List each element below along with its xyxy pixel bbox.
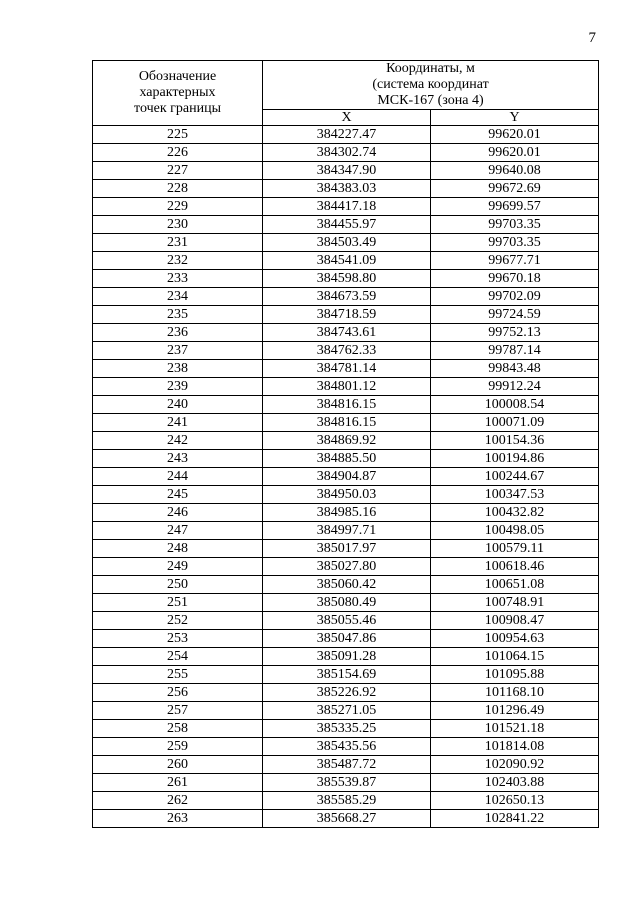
point-id-cell: 235 bbox=[93, 306, 263, 324]
point-id-cell: 262 bbox=[93, 792, 263, 810]
x-coordinate-cell: 384718.59 bbox=[263, 306, 431, 324]
y-coordinate-cell: 99699.57 bbox=[431, 198, 599, 216]
x-column-header: X bbox=[263, 110, 431, 126]
table-row bbox=[93, 666, 599, 684]
x-coordinate-cell: 384227.47 bbox=[263, 126, 431, 144]
table-row bbox=[93, 630, 599, 648]
point-id-cell: 251 bbox=[93, 594, 263, 612]
point-id-cell: 238 bbox=[93, 360, 263, 378]
header-row bbox=[93, 61, 599, 110]
table-row bbox=[93, 504, 599, 522]
x-coordinate-cell: 385335.25 bbox=[263, 720, 431, 738]
x-coordinate-cell: 384997.71 bbox=[263, 522, 431, 540]
coords-group-header bbox=[263, 61, 599, 110]
y-coordinate-cell: 100154.36 bbox=[431, 432, 599, 450]
x-coordinate-cell: 384869.92 bbox=[263, 432, 431, 450]
x-coordinate-cell: 385017.97 bbox=[263, 540, 431, 558]
point-id-cell: 229 bbox=[93, 198, 263, 216]
point-id-cell: 248 bbox=[93, 540, 263, 558]
table-row bbox=[93, 738, 599, 756]
y-coordinate-cell: 102650.13 bbox=[431, 792, 599, 810]
coords-title-line-1: Координаты, м bbox=[386, 61, 475, 76]
table-row bbox=[93, 234, 599, 252]
y-coordinate-cell: 99843.48 bbox=[431, 360, 599, 378]
point-label-line-3: точек границы bbox=[134, 101, 221, 116]
table-row bbox=[93, 540, 599, 558]
y-coordinate-cell: 99640.08 bbox=[431, 162, 599, 180]
x-coordinate-cell: 384885.50 bbox=[263, 450, 431, 468]
point-id-cell: 242 bbox=[93, 432, 263, 450]
point-id-cell: 245 bbox=[93, 486, 263, 504]
table-row bbox=[93, 810, 599, 828]
y-coordinate-cell: 102090.92 bbox=[431, 756, 599, 774]
point-id-cell: 259 bbox=[93, 738, 263, 756]
y-coordinate-cell: 100651.08 bbox=[431, 576, 599, 594]
point-id-cell: 247 bbox=[93, 522, 263, 540]
y-coordinate-cell: 100194.86 bbox=[431, 450, 599, 468]
point-id-cell: 258 bbox=[93, 720, 263, 738]
point-id-cell: 246 bbox=[93, 504, 263, 522]
x-coordinate-cell: 385487.72 bbox=[263, 756, 431, 774]
table-row bbox=[93, 648, 599, 666]
point-id-cell: 228 bbox=[93, 180, 263, 198]
x-coordinate-cell: 384985.16 bbox=[263, 504, 431, 522]
y-coordinate-cell: 100579.11 bbox=[431, 540, 599, 558]
point-id-cell: 230 bbox=[93, 216, 263, 234]
y-coordinate-cell: 99620.01 bbox=[431, 144, 599, 162]
table-row bbox=[93, 468, 599, 486]
point-id-cell: 244 bbox=[93, 468, 263, 486]
coords-title-line-2: (система координат bbox=[372, 77, 489, 92]
table-row bbox=[93, 558, 599, 576]
x-coordinate-cell: 385154.69 bbox=[263, 666, 431, 684]
table-row bbox=[93, 774, 599, 792]
y-coordinate-cell: 99724.59 bbox=[431, 306, 599, 324]
y-coordinate-cell: 100244.67 bbox=[431, 468, 599, 486]
y-coordinate-cell: 102403.88 bbox=[431, 774, 599, 792]
table-row bbox=[93, 252, 599, 270]
point-id-cell: 239 bbox=[93, 378, 263, 396]
table-row bbox=[93, 144, 599, 162]
x-coordinate-cell: 385668.27 bbox=[263, 810, 431, 828]
y-coordinate-cell: 100498.05 bbox=[431, 522, 599, 540]
point-id-cell: 249 bbox=[93, 558, 263, 576]
point-id-cell: 257 bbox=[93, 702, 263, 720]
table-row bbox=[93, 360, 599, 378]
x-coordinate-cell: 384743.61 bbox=[263, 324, 431, 342]
y-coordinate-cell: 99703.35 bbox=[431, 216, 599, 234]
y-coordinate-cell: 101064.15 bbox=[431, 648, 599, 666]
y-coordinate-cell: 99787.14 bbox=[431, 342, 599, 360]
page-number: 7 bbox=[588, 30, 596, 46]
point-id-cell: 241 bbox=[93, 414, 263, 432]
table-row bbox=[93, 342, 599, 360]
point-id-cell: 231 bbox=[93, 234, 263, 252]
table-row bbox=[93, 324, 599, 342]
x-coordinate-cell: 384598.80 bbox=[263, 270, 431, 288]
y-coordinate-cell: 101296.49 bbox=[431, 702, 599, 720]
table-row bbox=[93, 792, 599, 810]
table-row bbox=[93, 576, 599, 594]
point-id-cell: 227 bbox=[93, 162, 263, 180]
table-row bbox=[93, 612, 599, 630]
x-coordinate-cell: 385080.49 bbox=[263, 594, 431, 612]
x-coordinate-cell: 384503.49 bbox=[263, 234, 431, 252]
y-coordinate-cell: 101095.88 bbox=[431, 666, 599, 684]
table-row bbox=[93, 756, 599, 774]
x-coordinate-cell: 385047.86 bbox=[263, 630, 431, 648]
coordinates-table bbox=[92, 60, 599, 828]
point-id-cell: 232 bbox=[93, 252, 263, 270]
y-coordinate-cell: 100432.82 bbox=[431, 504, 599, 522]
table-body bbox=[93, 126, 599, 828]
y-coordinate-cell: 99677.71 bbox=[431, 252, 599, 270]
point-id-cell: 237 bbox=[93, 342, 263, 360]
x-coordinate-cell: 384762.33 bbox=[263, 342, 431, 360]
x-coordinate-cell: 385027.80 bbox=[263, 558, 431, 576]
point-id-cell: 234 bbox=[93, 288, 263, 306]
point-id-cell: 226 bbox=[93, 144, 263, 162]
x-coordinate-cell: 384455.97 bbox=[263, 216, 431, 234]
y-coordinate-cell: 99702.09 bbox=[431, 288, 599, 306]
point-id-cell: 261 bbox=[93, 774, 263, 792]
x-coordinate-cell: 384673.59 bbox=[263, 288, 431, 306]
x-coordinate-cell: 384801.12 bbox=[263, 378, 431, 396]
y-coordinate-cell: 100071.09 bbox=[431, 414, 599, 432]
point-id-cell: 236 bbox=[93, 324, 263, 342]
table-row bbox=[93, 702, 599, 720]
point-id-cell: 243 bbox=[93, 450, 263, 468]
table-row bbox=[93, 522, 599, 540]
y-coordinate-cell: 100954.63 bbox=[431, 630, 599, 648]
y-coordinate-cell: 99620.01 bbox=[431, 126, 599, 144]
table-row bbox=[93, 486, 599, 504]
table-row bbox=[93, 414, 599, 432]
y-coordinate-cell: 100347.53 bbox=[431, 486, 599, 504]
x-coordinate-cell: 384347.90 bbox=[263, 162, 431, 180]
x-coordinate-cell: 384302.74 bbox=[263, 144, 431, 162]
table-row bbox=[93, 378, 599, 396]
point-id-cell: 250 bbox=[93, 576, 263, 594]
y-coordinate-cell: 101168.10 bbox=[431, 684, 599, 702]
x-coordinate-cell: 384816.15 bbox=[263, 414, 431, 432]
y-coordinate-cell: 99912.24 bbox=[431, 378, 599, 396]
point-id-cell: 225 bbox=[93, 126, 263, 144]
table-row bbox=[93, 450, 599, 468]
y-coordinate-cell: 100908.47 bbox=[431, 612, 599, 630]
point-id-cell: 240 bbox=[93, 396, 263, 414]
x-coordinate-cell: 385060.42 bbox=[263, 576, 431, 594]
y-column-header: Y bbox=[431, 110, 599, 126]
x-coordinate-cell: 385271.05 bbox=[263, 702, 431, 720]
x-coordinate-cell: 384781.14 bbox=[263, 360, 431, 378]
table-row bbox=[93, 180, 599, 198]
y-coordinate-cell: 101521.18 bbox=[431, 720, 599, 738]
x-coordinate-cell: 385585.29 bbox=[263, 792, 431, 810]
table-row bbox=[93, 396, 599, 414]
point-id-cell: 254 bbox=[93, 648, 263, 666]
x-coordinate-cell: 384541.09 bbox=[263, 252, 431, 270]
y-coordinate-cell: 102841.22 bbox=[431, 810, 599, 828]
table-row bbox=[93, 198, 599, 216]
point-id-cell: 255 bbox=[93, 666, 263, 684]
point-id-cell: 260 bbox=[93, 756, 263, 774]
point-id-cell: 252 bbox=[93, 612, 263, 630]
x-coordinate-cell: 384816.15 bbox=[263, 396, 431, 414]
table-row bbox=[93, 126, 599, 144]
table-header bbox=[93, 61, 599, 126]
x-coordinate-cell: 384950.03 bbox=[263, 486, 431, 504]
coords-title-line-3: МСК-167 (зона 4) bbox=[377, 93, 484, 108]
x-coordinate-cell: 384904.87 bbox=[263, 468, 431, 486]
y-coordinate-cell: 99752.13 bbox=[431, 324, 599, 342]
point-label-line-1: Обозначение bbox=[138, 69, 217, 84]
table-row bbox=[93, 162, 599, 180]
point-id-cell: 256 bbox=[93, 684, 263, 702]
y-coordinate-cell: 101814.08 bbox=[431, 738, 599, 756]
y-coordinate-cell: 100618.46 bbox=[431, 558, 599, 576]
y-coordinate-cell: 99670.18 bbox=[431, 270, 599, 288]
x-coordinate-cell: 384417.18 bbox=[263, 198, 431, 216]
x-coordinate-cell: 385226.92 bbox=[263, 684, 431, 702]
table-row bbox=[93, 288, 599, 306]
x-coordinate-cell: 385539.87 bbox=[263, 774, 431, 792]
table-row bbox=[93, 684, 599, 702]
x-coordinate-cell: 385091.28 bbox=[263, 648, 431, 666]
table-row bbox=[93, 270, 599, 288]
y-coordinate-cell: 99672.69 bbox=[431, 180, 599, 198]
point-label-line-2: характерных bbox=[139, 85, 216, 100]
point-label-header bbox=[93, 61, 263, 126]
x-coordinate-cell: 385055.46 bbox=[263, 612, 431, 630]
y-coordinate-cell: 99703.35 bbox=[431, 234, 599, 252]
y-coordinate-cell: 100748.91 bbox=[431, 594, 599, 612]
point-id-cell: 263 bbox=[93, 810, 263, 828]
table-row bbox=[93, 432, 599, 450]
y-coordinate-cell: 100008.54 bbox=[431, 396, 599, 414]
table-row bbox=[93, 720, 599, 738]
point-id-cell: 233 bbox=[93, 270, 263, 288]
table-row bbox=[93, 306, 599, 324]
x-coordinate-cell: 384383.03 bbox=[263, 180, 431, 198]
point-id-cell: 253 bbox=[93, 630, 263, 648]
table-row bbox=[93, 216, 599, 234]
table-row bbox=[93, 594, 599, 612]
x-coordinate-cell: 385435.56 bbox=[263, 738, 431, 756]
